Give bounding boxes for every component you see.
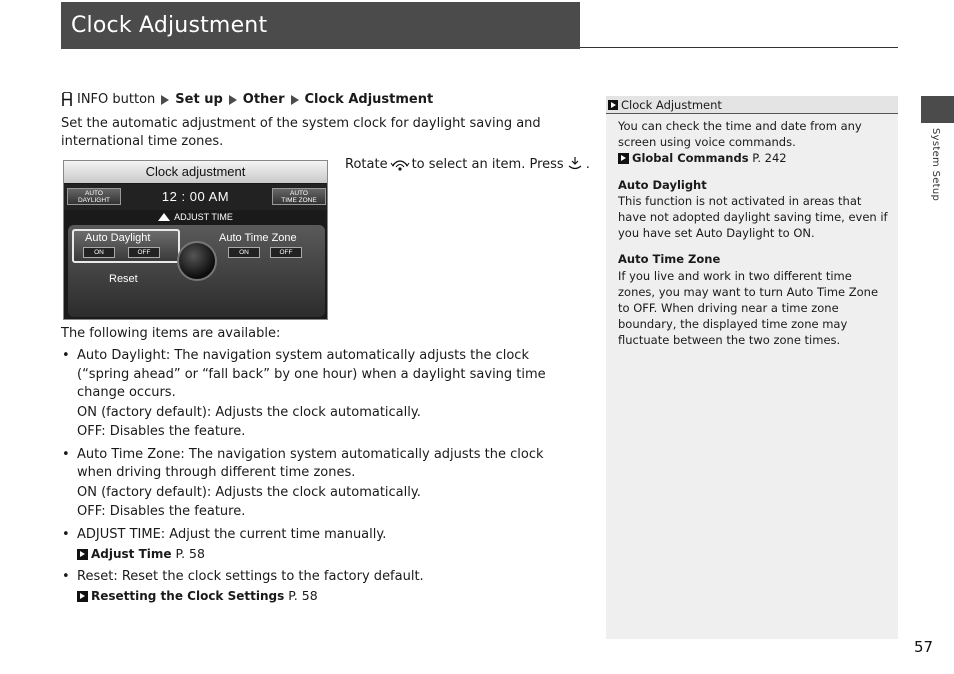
breadcrumb-arrow-icon — [161, 95, 169, 105]
off-label: OFF — [77, 424, 102, 439]
screen-auto-daylight-btn-line1: AUTO — [85, 190, 103, 197]
screen-auto-time-zone-on: ON — [228, 247, 260, 258]
note-text: . — [810, 226, 815, 241]
screen-clock-time: 12 : 00 AM — [161, 189, 230, 204]
item-name: Reset — [77, 568, 114, 584]
note-heading: Auto Time Zone — [618, 252, 721, 267]
items-available-text: The following items are available: — [61, 326, 281, 341]
item-name: Auto Daylight — [77, 348, 166, 363]
item-name: Auto Time Zone — [77, 446, 181, 462]
on-label: ON — [77, 404, 97, 420]
item-desc: : The navigation system automatically adjusts the clock when driving through different time zones. — [77, 446, 544, 480]
clock-adjustment-screen-image — [63, 160, 328, 320]
screen-auto-daylight-off: OFF — [128, 247, 160, 258]
screen-auto-daylight-label: Auto Daylight — [85, 232, 151, 244]
off-desc: : Disables the feature. — [101, 504, 246, 519]
reference-arrow-icon — [77, 591, 88, 602]
sidebar-voice-note — [618, 118, 888, 167]
note-term: ON — [793, 226, 811, 241]
breadcrumb-arrow-icon — [229, 95, 237, 105]
sidebar-body — [618, 118, 888, 359]
breadcrumb-item-clock-adjustment: Clock Adjustment — [304, 92, 434, 107]
note-text: to — [618, 301, 634, 316]
page-title: Clock Adjustment — [71, 13, 268, 38]
list-item-auto-daylight — [61, 347, 576, 442]
ref-page: P. 58 — [288, 588, 318, 603]
cross-reference-link[interactable] — [618, 150, 888, 166]
cross-reference-link[interactable] — [77, 587, 576, 606]
screen-auto-daylight-on: ON — [83, 247, 115, 258]
home-button-icon — [61, 92, 73, 107]
ref-page: P. 242 — [752, 151, 787, 166]
up-triangle-icon — [158, 213, 170, 221]
breadcrumb-item-other: Other — [242, 92, 285, 107]
note-heading: Auto Daylight — [618, 177, 707, 192]
sidebar-auto-time-zone-note — [618, 251, 888, 348]
screen-title: Clock adjustment — [64, 161, 327, 183]
screen-reset-label: Reset — [109, 273, 138, 285]
screen-adjust-time — [64, 212, 327, 222]
sidebar-notes — [606, 96, 898, 639]
item-list — [61, 347, 576, 610]
item-desc: : The navigation system automatically adjusts the clock (“spring ahead” or “fall back” by one hour) when a daylight saving time change occurs. — [77, 348, 546, 400]
ref-title: Resetting the Clock Settings — [91, 589, 285, 603]
screen-auto-daylight-btn-line2: DAYLIGHT — [77, 197, 111, 204]
screen-auto-tz-btn-line1: AUTO — [290, 190, 308, 197]
breadcrumb-arrow-icon — [291, 95, 299, 105]
breadcrumb-start: INFO button — [77, 92, 156, 107]
item-desc: : Adjust the current time manually. — [160, 526, 387, 542]
on-label: ON — [77, 484, 97, 500]
off-desc: : Disables the feature. — [101, 424, 246, 439]
ref-title: Global Commands — [632, 151, 749, 166]
note-text: If you live and work in two different time zones, you may want to turn — [618, 268, 852, 299]
sidebar-auto-daylight-note — [618, 177, 888, 242]
intro-text: Set the automatic adjustment of the system clock for daylight saving and international time zones. — [61, 116, 541, 149]
item-on-line — [77, 404, 576, 423]
on-desc: (factory default): Adjusts the clock automatically. — [96, 484, 421, 500]
title-rule — [580, 47, 898, 48]
screen-auto-time-zone-label: Auto Time Zone — [219, 232, 297, 244]
ref-page: P. 58 — [175, 546, 205, 561]
screen-adjust-time-label: ADJUST TIME — [174, 212, 233, 222]
sidebar-heading-text: Clock Adjustment — [621, 97, 722, 112]
section-tab-label: System Setup — [930, 128, 941, 202]
screen-auto-time-zone-off: OFF — [270, 247, 302, 258]
sidebar-heading — [606, 96, 898, 114]
press-knob-icon — [566, 156, 584, 172]
screen-knob-graphic — [177, 241, 217, 281]
section-tab-marker — [921, 96, 954, 123]
list-item-reset — [61, 568, 576, 606]
screen-auto-tz-btn-line2: TIME ZONE — [281, 197, 317, 204]
breadcrumb — [61, 92, 433, 107]
voice-text: You can check the time and date from any screen using voice commands. — [618, 119, 862, 150]
reference-arrow-icon — [77, 549, 88, 560]
breadcrumb-item-setup: Set up — [175, 92, 223, 107]
on-desc: (factory default): Adjusts the clock automatically. — [96, 404, 421, 420]
ref-title: Adjust Time — [91, 547, 172, 561]
rotate-prefix: Rotate — [345, 156, 388, 172]
item-off-line — [77, 423, 576, 442]
item-name: ADJUST TIME — [77, 526, 161, 542]
note-text: This function is not activated in areas that have not adopted daylight saving time, even if you have set — [618, 193, 888, 241]
off-label: OFF — [77, 504, 102, 519]
list-item-auto-time-zone — [61, 446, 576, 522]
item-on-line — [77, 484, 576, 503]
note-term: Auto Time Zone — [786, 284, 879, 299]
cross-reference-link[interactable] — [77, 545, 576, 564]
title-bar — [61, 2, 580, 49]
rotate-instruction — [345, 156, 590, 172]
note-text: to — [774, 226, 794, 241]
reference-arrow-icon — [618, 153, 629, 164]
note-term: Auto Daylight — [695, 226, 775, 241]
rotate-middle: to select an item. Press — [411, 156, 564, 172]
list-item-adjust-time — [61, 526, 576, 564]
note-text: . When driving near a time zone boundary, the displayed time zone may fluctuate between the two zone times. — [618, 301, 848, 348]
rotate-suffix: . — [585, 156, 590, 172]
page-number: 57 — [914, 638, 934, 656]
screen-auto-time-zone-button — [272, 188, 326, 205]
reference-arrow-icon — [608, 100, 618, 110]
item-desc: : Reset the clock settings to the factory default. — [113, 568, 424, 584]
item-off-line — [77, 503, 576, 522]
note-term: OFF — [633, 301, 654, 316]
rotate-knob-icon — [390, 156, 410, 172]
